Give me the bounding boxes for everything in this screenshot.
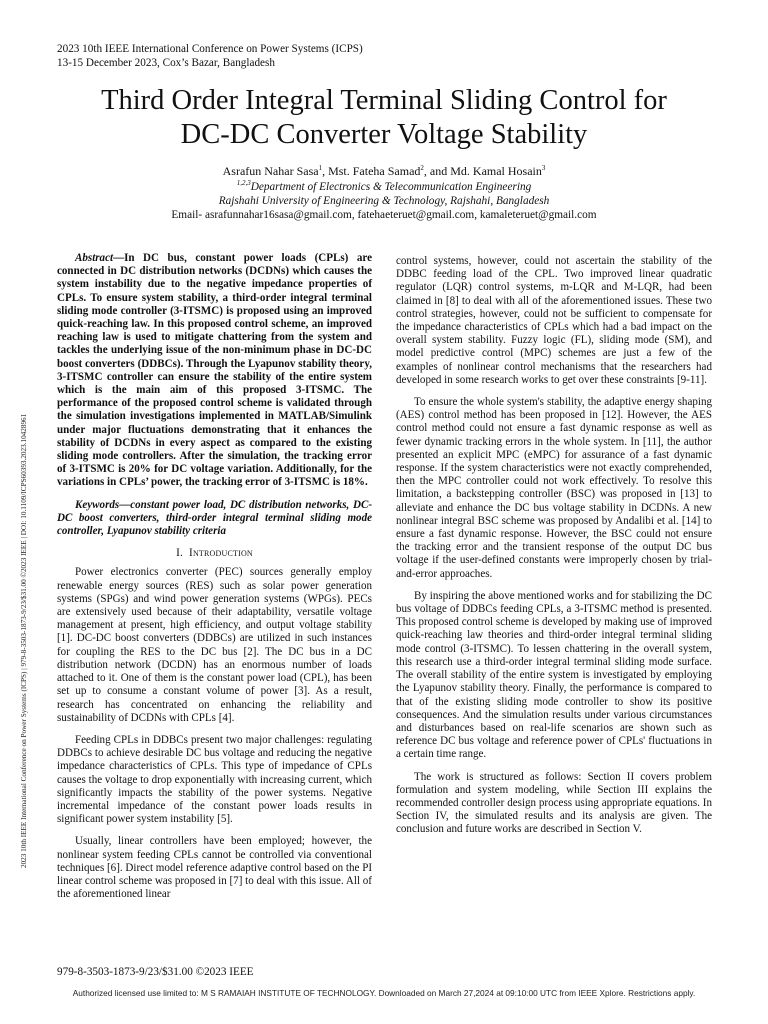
affiliation-sup: 1,2,3: [236, 179, 251, 188]
author-separator: , and: [423, 164, 451, 178]
title-line-1: Third Order Integral Terminal Sliding Control for: [101, 85, 667, 116]
author-list: [40, 164, 728, 178]
author-1: Asrafun Nahar Sasa: [222, 164, 319, 178]
department-name: Department of Electronics & Telecommunication Engineering: [250, 181, 532, 193]
paragraph: Feeding CPLs in DDBCs present two major challenges: regulating DDBCs to achieve desirable DC bus voltage and reducing the negative impedance characteristics of CPLs. This type of impedance of CPLs causes the voltage to drop exponentially with increasing current, which significantly impacts the stability of the power systems. Negative incremental impedance of the constant power loads results in significant power system instability [5].: [57, 733, 372, 826]
abstract: [57, 252, 372, 490]
paragraph: To ensure the whole system's stability, the adaptive energy shaping (AES) control method has been proposed in [12]. However, the AES control method could not ensure a fast dynamic response as well as fewer dynamic tracking errors in the whole system. In [11], the author presented an explicit MPC (eMPC) for assurance of a fast dynamic response. If the system characteristics were not exactly comprehended, then the MPC controller could not work effectively. To resolve this limitation, a backstepping controller (BSC) was proposed in [13] to alleviate and enhance the DC bus voltage stability in DCDNs. A new nonlinear integral BSC scheme was proposed by Andalibi et al. [14] to ensure a fast dynamic response. However, the BSC could not ensure the tracking error and the transient response of the output DC bus voltage if the user-defined constants were improperly chosen by trial-and-error approaches.: [396, 396, 712, 580]
conference-header: [57, 42, 363, 70]
paragraph: Power electronics converter (PEC) sources generally employ renewable energy sources (RES) such as solar power generation systems (SPGs) and wind power generation systems (WPGs). PECs are extensively used because of their adaptability, versatile voltage management at present, high efficiency, and output voltage stability [1]. DC-DC boost converters (DDBCs) are utilized in such instances for coupling the RES to the DC bus [2]. The DC bus in a DC distribution network (DCDN) has an enormous number of loads attached to it. One of them is the constant power load (CPL), has been set up to consume a constant volume of power [3]. As a result, research has concentrated on enhancing the reliability and sustainability of DCDNs with CPLs [4].: [57, 566, 372, 724]
keywords-text: constant power load, DC distribution networks, DC-DC boost converters, third-order integral terminal sliding mode controller, Lyapunov stability criteria: [57, 498, 372, 538]
section-number: I.: [176, 547, 184, 560]
side-banner-doi: 2023 10th IEEE International Conference on Power Systems (ICPS) | 979-8-3503-1873-9/23/$31.00 ©2023 IEEE | DOI: 10.1109/ICPS60393.2023.10428961: [20, 413, 28, 868]
author-3-sup: 3: [541, 164, 546, 172]
author-3: Md. Kamal Hosain: [450, 164, 542, 178]
paragraph: control systems, however, could not ascertain the stability of the DDBC feeding load of the CPL. Two improved linear quadratic regulator (LQR) control systems, m-LQR and M-LQR, had been claimed in [8] to deal with all of the aforementioned issues. These two control strategies, however, could not be sufficient to compensate for the impedance characteristics of CPLs which had a bad impact on the overall system stability. Fuzzy logic (FL), sliding mode (SM), and model predictive control (MPC) schemes are just a few of the examples of nonlinear control mechanisms that the researchers had developed in some research works to get over these constraints [9-11].: [396, 255, 712, 386]
section-title: Introduction: [189, 547, 253, 560]
copyright-price-line: 979-8-3503-1873-9/23/$31.00 ©2023 IEEE: [57, 966, 254, 978]
right-column: [396, 255, 712, 837]
paper-title: [40, 84, 728, 152]
left-column: [57, 252, 372, 901]
license-notice: Authorized licensed use limited to: M S RAMAIAH INSTITUTE OF TECHNOLOGY. Downloaded on March 27,2024 at 09:10:00 UTC from IEEE Xplore. Restrictions apply.: [72, 988, 696, 998]
author-2: Mst. Fateha Samad: [328, 164, 421, 178]
keywords-label: Keywords: [75, 498, 120, 511]
affiliation-department: [40, 180, 728, 194]
paragraph: By inspiring the above mentioned works and for stabilizing the DC bus voltage of DDBCs feeding CPLs, a 3-ITSMC method is presented. This proposed control scheme is developed by making use of improved quick-reaching law theories and third-order integral terminal sliding mode control (3-ITSMC). To lessen chattering in the overall system, this research use a third-order integral terminal sliding mode surface. The overall stability of the entire system is investigated by employing the Lyapunov stability theory. Finally, the performance is compared to that of the existing sliding mode controller to show its positive consequences. And the simulation results under various circumstances and disturbances based on real-life scenarios are shown such as reference DC bus voltage and reference power of CPLs' fluctuations in a certain time range.: [396, 589, 712, 761]
abstract-dash: —: [113, 252, 125, 264]
conference-name: 2023 10th IEEE International Conference on Power Systems (ICPS): [57, 43, 363, 55]
conference-date-location: 13-15 December 2023, Cox’s Bazar, Bangladesh: [57, 57, 275, 69]
author-1-sup: 1: [318, 164, 323, 172]
title-line-2: DC-DC Converter Voltage Stability: [180, 119, 588, 150]
abstract-text: In DC bus, constant power loads (CPLs) are connected in DC distribution networks (DCDNs) which causes the system instability due to the negative impedance properties of CPLs. To ensure system stability, a third-order integral terminal sliding mode controller (3-ITSMC) is proposed using an improved quick-reaching law. In this proposed control scheme, an improved reaching law is used to mitigate chattering from the system and tackles the underlying issue of the non-minimum phase in DC-DC boost converters (DDBCs). Through the Lyapunov stability theory, 3-ITSMC controller can ensure the stability of the entire system which is the main aim of this proposed 3-ITSMC. The performance of the proposed control scheme is validated through the simulation investigations implemented in MATLAB/Simulink under major fluctuations demonstrating that it enhances the stability of DCDNs in every aspect as compared to the existing sliding mode controllers. After the simulation, the tracking error of 3-ITSMC is 20% for DC voltage variation. Additionally, for the variations in CPLs’ power, the tracking error of 3-ITSMC is 18%.: [57, 252, 372, 489]
paragraph: Usually, linear controllers have been employed; however, the nonlinear system feeding CPLs cannot be controlled via conventional techniques [6]. Direct model reference adaptive control based on the PI linear control scheme was proposed in [7] to deal with this issue. All of the aforementioned linear: [57, 835, 373, 901]
author-separator: ,: [322, 164, 329, 178]
keywords-dash: —: [119, 498, 131, 511]
abstract-label: Abstract: [75, 252, 114, 264]
keywords: [57, 499, 372, 539]
section-heading-introduction: [57, 547, 372, 560]
affiliation-university: Rajshahi University of Engineering & Technology, Rajshahi, Bangladesh: [218, 195, 550, 207]
paragraph: The work is structured as follows: Section II covers problem formulation and system modeling, while Section III explains the recommended controller design process using appropriate equations. In Section IV, the simulated results and its analysis are given. The conclusion and future works are described in Section V.: [396, 770, 712, 836]
author-emails: Email- asrafunnahar16sasa@gmail.com, fatehaeteruet@gmail.com, kamaleteruet@gmail.com: [171, 209, 597, 221]
author-2-sup: 2: [420, 164, 424, 172]
